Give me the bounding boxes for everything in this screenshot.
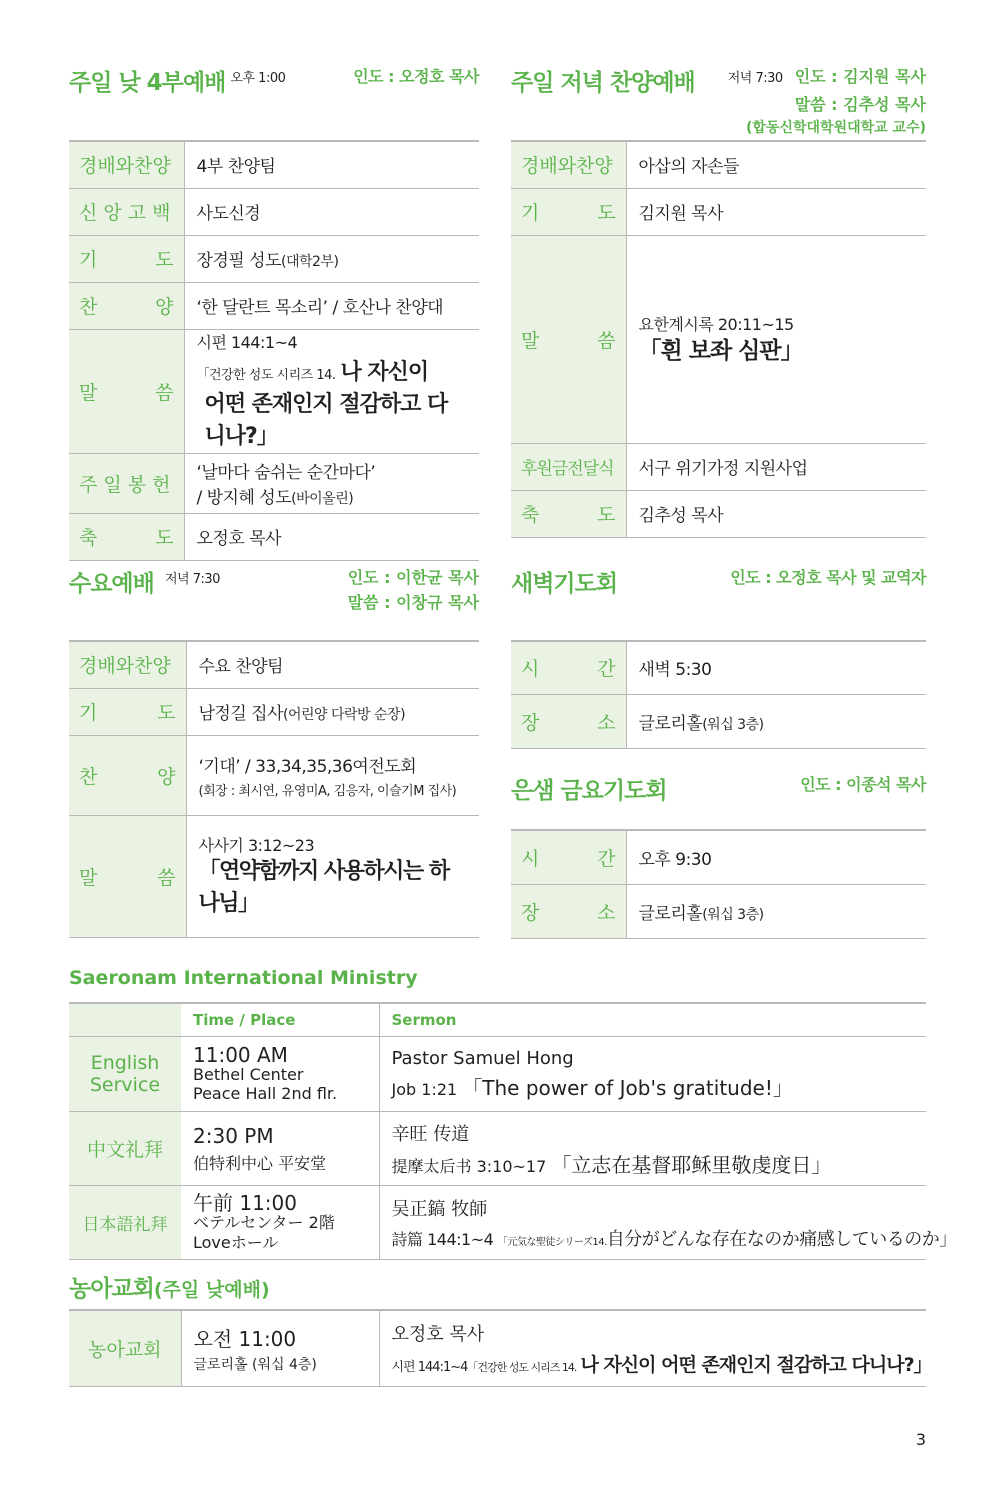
sunday-evening-affiliation: (합동신학대학원대학교 교수) bbox=[746, 120, 926, 136]
row-label: 말 씀 bbox=[69, 815, 186, 937]
friday-table bbox=[511, 829, 926, 939]
row-value: 사도신경 bbox=[184, 188, 479, 235]
table-row bbox=[69, 329, 479, 453]
sunday-evening-preacher: 말씀 : 김추성 목사 bbox=[794, 95, 926, 114]
table-row bbox=[511, 490, 926, 537]
table-row bbox=[69, 141, 479, 188]
row-label: 농아교회 bbox=[69, 1310, 181, 1386]
table-row bbox=[69, 235, 479, 282]
table-row bbox=[69, 453, 479, 513]
row-sermon: Pastor Samuel Hong Job 1:21 「The power of Job's gratitude!」 bbox=[379, 1037, 926, 1112]
col-time-place: Time / Place bbox=[181, 1003, 379, 1037]
row-label: 경배와찬양 bbox=[69, 141, 184, 188]
deaf-header bbox=[69, 1270, 270, 1303]
row-label: 후원금전달식 bbox=[511, 443, 626, 490]
sunday-evening-leader: 인도 : 김지원 목사 bbox=[794, 67, 926, 86]
dawn-table bbox=[511, 640, 926, 749]
table-row bbox=[511, 830, 926, 884]
deaf-table bbox=[69, 1309, 932, 1387]
row-label: English Service bbox=[69, 1037, 181, 1112]
wednesday-table bbox=[69, 640, 479, 938]
row-label: 축 도 bbox=[69, 513, 184, 560]
table-row bbox=[69, 1186, 926, 1260]
row-value: 김추성 목사 bbox=[626, 490, 926, 537]
row-sermon: 辛旺 传道 提摩太后书 3:10~17 「立志在基督耶稣里敬虔度日」 bbox=[379, 1112, 926, 1186]
row-time-place: 11:00 AM Bethel Center Peace Hall 2nd flr. bbox=[181, 1037, 379, 1112]
row-value: 서구 위기가정 지원사업 bbox=[626, 443, 926, 490]
row-value: 글로리홀(워십 3층) bbox=[626, 884, 926, 938]
row-value: ‘기대’ / 33,34,35,36여전도회 (회장 : 최시연, 유영미A, 김응자, 이슬기M 집사) bbox=[186, 735, 479, 815]
row-value: ‘날마다 숨쉬는 순간마다’ / 방지혜 성도(바이올린) bbox=[184, 453, 479, 513]
dawn-leader: 인도 : 오정호 목사 및 교역자 bbox=[730, 568, 926, 587]
wednesday-header bbox=[69, 565, 479, 625]
intl-title: Saeronam International Ministry bbox=[69, 967, 418, 989]
table-row bbox=[69, 1112, 926, 1186]
wednesday-time: 저녁 7:30 bbox=[164, 572, 220, 587]
row-value: 요한계시록 20:11~15 「흰 보좌 심판」 bbox=[626, 235, 926, 443]
table-row bbox=[69, 815, 479, 937]
table-row bbox=[69, 1037, 926, 1112]
row-sermon: 오정호 목사 시편 144:1~4「건강한 성도 시리즈 14. 나 자신이 어떤 존재인지 절감하고 다니나?」 bbox=[379, 1310, 926, 1386]
sunday-evening-time: 저녁 7:30 bbox=[727, 71, 783, 86]
dawn-title: 새벽기도회 bbox=[511, 571, 618, 597]
table-row bbox=[69, 735, 479, 815]
row-label: 말 씀 bbox=[511, 235, 626, 443]
row-label: 찬 양 bbox=[69, 735, 186, 815]
row-label: 日本語礼拜 bbox=[69, 1186, 181, 1260]
deaf-title-sub: (주일 낮예배) bbox=[153, 1279, 270, 1301]
table-row bbox=[69, 641, 479, 688]
deaf-title: 농아교회 bbox=[69, 1276, 154, 1302]
col-sermon: Sermon bbox=[379, 1003, 926, 1037]
sunday4-table bbox=[69, 140, 479, 561]
sunday-evening-table bbox=[511, 140, 926, 538]
friday-header bbox=[511, 772, 926, 812]
sunday4-time: 오후 1:00 bbox=[230, 71, 286, 86]
table-row bbox=[69, 282, 479, 329]
row-label: 경배와찬양 bbox=[69, 641, 186, 688]
row-label: 축 도 bbox=[511, 490, 626, 537]
row-label: 신 앙 고 백 bbox=[69, 188, 184, 235]
sunday4-header bbox=[69, 64, 479, 104]
row-label: 경배와찬양 bbox=[511, 141, 626, 188]
row-label: 기 도 bbox=[69, 235, 184, 282]
row-value: 오정호 목사 bbox=[184, 513, 479, 560]
row-label: 찬 양 bbox=[69, 282, 184, 329]
table-row bbox=[511, 443, 926, 490]
intl-header-row bbox=[69, 1003, 926, 1037]
row-label: 시 간 bbox=[511, 641, 626, 694]
row-value: 새벽 5:30 bbox=[626, 641, 926, 694]
sunday4-title: 주일 낮 4부예배 bbox=[69, 70, 226, 96]
wednesday-title: 수요예배 bbox=[69, 571, 154, 597]
row-value: 수요 찬양팀 bbox=[186, 641, 479, 688]
row-time-place: 2:30 PM 伯特利中心 平安堂 bbox=[181, 1112, 379, 1186]
row-value: 글로리홀(워십 3층) bbox=[626, 694, 926, 748]
table-row bbox=[69, 188, 479, 235]
dawn-header bbox=[511, 565, 926, 605]
table-row bbox=[511, 188, 926, 235]
wednesday-leader: 인도 : 이한균 목사 bbox=[347, 568, 479, 587]
row-value: 4부 찬양팀 bbox=[184, 141, 479, 188]
table-row bbox=[69, 1310, 926, 1386]
table-row bbox=[69, 688, 479, 735]
row-value: 사사기 3:12~23 「연약함까지 사용하시는 하나님」 bbox=[186, 815, 479, 937]
row-value: 아삽의 자손들 bbox=[626, 141, 926, 188]
table-row bbox=[511, 694, 926, 748]
sunday4-leader: 인도 : 오정호 목사 bbox=[353, 67, 479, 86]
row-value: ‘한 달란트 목소리’ / 호산나 찬양대 bbox=[184, 282, 479, 329]
row-label: 기 도 bbox=[511, 188, 626, 235]
friday-leader: 인도 : 이종석 목사 bbox=[800, 775, 926, 794]
row-value: 장경필 성도(대학2부) bbox=[184, 235, 479, 282]
row-time-place: 오전 11:00 글로리홀 (워십 4층) bbox=[181, 1310, 379, 1386]
table-row bbox=[511, 141, 926, 188]
row-label: 말 씀 bbox=[69, 329, 184, 453]
row-sermon: 吴正鎬 牧師 詩篇 144:1~4 「元気な聖徒シリーズ14.自分がどんな存在なのか痛感しているのか」 bbox=[379, 1186, 926, 1260]
table-row bbox=[511, 884, 926, 938]
sunday-evening-title: 주일 저녁 찬양예배 bbox=[511, 70, 695, 96]
row-value: 남정길 집사(어린양 다락방 순장) bbox=[186, 688, 479, 735]
row-label: 시 간 bbox=[511, 830, 626, 884]
page-number: 3 bbox=[915, 1430, 926, 1449]
wednesday-preacher: 말씀 : 이창규 목사 bbox=[347, 593, 479, 612]
table-row bbox=[511, 235, 926, 443]
row-label: 장 소 bbox=[511, 884, 626, 938]
table-row bbox=[69, 513, 479, 560]
row-label: 中文礼拜 bbox=[69, 1112, 181, 1186]
friday-title: 은샘 금요기도회 bbox=[511, 778, 667, 804]
intl-table bbox=[69, 1002, 957, 1260]
row-label: 기 도 bbox=[69, 688, 186, 735]
sunday-evening-header bbox=[511, 64, 926, 140]
row-time-place: 午前 11:00 ベテルセンター 2階 Loveホール bbox=[181, 1186, 379, 1260]
row-label: 주 일 봉 헌 bbox=[69, 453, 184, 513]
row-value: 시편 144:1~4 「건강한 성도 시리즈 14. 나 자신이 어떤 존재인지 절감하고 다니나?」 bbox=[184, 329, 479, 453]
row-value: 김지원 목사 bbox=[626, 188, 926, 235]
row-label: 장 소 bbox=[511, 694, 626, 748]
table-row bbox=[511, 641, 926, 694]
row-value: 오후 9:30 bbox=[626, 830, 926, 884]
